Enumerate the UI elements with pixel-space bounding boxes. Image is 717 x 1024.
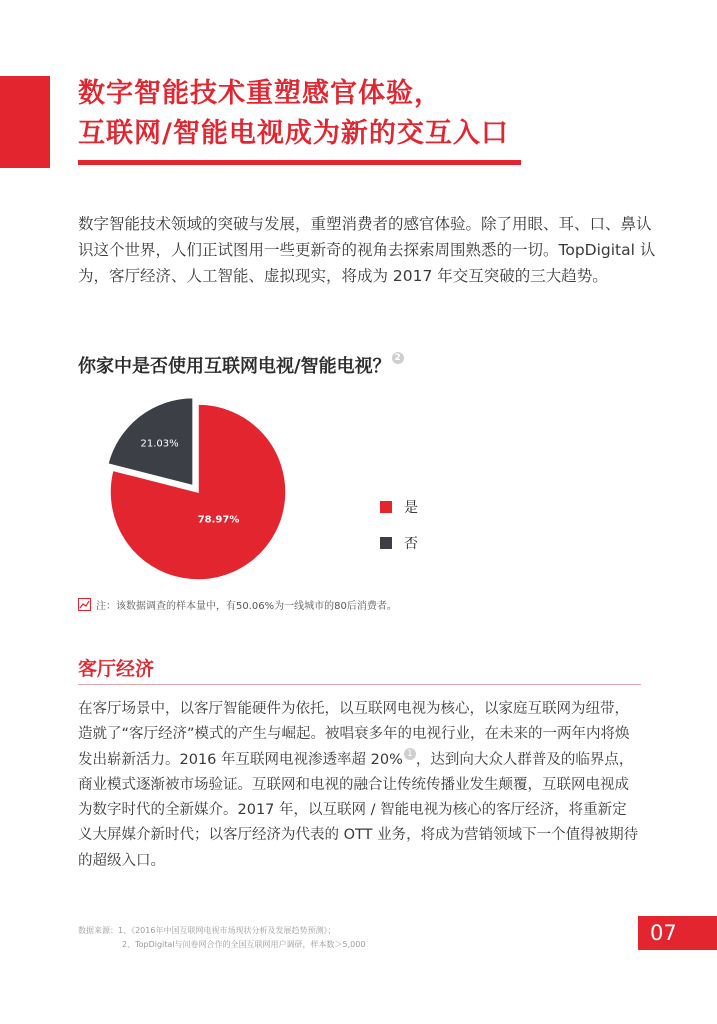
chart-note [78, 597, 397, 612]
reference-marker-icon: 2 [392, 352, 404, 364]
chart-note-text: 注：该数据调查的样本量中，有50.06%为一线城市的80后消费者。 [96, 601, 397, 612]
source-line-2: 2、TopDigital与问卷网合作的全国互联网用户调研，样本数＞5,000 [122, 940, 366, 949]
pie-label-yes: 78.97% [197, 514, 240, 526]
legend-item-yes [380, 496, 418, 518]
title-line-1: 数字智能技术重塑感官体验， [78, 78, 442, 109]
pie-chart [100, 380, 320, 590]
chart-legend [380, 496, 418, 568]
title-underline [78, 160, 521, 165]
legend-label-yes: 是 [404, 500, 418, 516]
survey-question [78, 352, 404, 378]
chart-note-icon [78, 598, 91, 611]
section-body-part2: ，达到向大众人群普及的临界点，商业模式逐渐被市场验证。互联网和电视的融合让传统传播业发生颠覆，互联网电视成为数字时代的全新媒介。2017 年，以互联网 / 智能电视为核心的客厅经济，将重新定义大屏媒介新时代；以客厅经济为代表的 OTT 业务，将成为营销领域下一个值得被期待的超级入口。 [78, 751, 639, 869]
survey-question-text: 你家中是否使用互联网电视/智能电视？ [78, 356, 391, 377]
pie-label-no: 21.03% [140, 438, 179, 450]
section-divider [78, 684, 641, 685]
intro-paragraph: 数字智能技术领域的突破与发展，重塑消费者的感官体验。除了用眼、耳、口、鼻认识这个世界，人们正试图用一些更新奇的视角去探索周围熟悉的一切。TopDigital 认为，客厅经济、人工智能、虚拟现实，将成为 2017 年交互突破的三大趋势。 [78, 215, 656, 285]
source-line-1: 数据来源：1、《2016年中国互联网电视市场现状分析及发展趋势预测》； [78, 926, 336, 935]
header-accent-block [0, 76, 50, 168]
legend-label-no: 否 [404, 536, 418, 552]
legend-item-no [380, 532, 418, 554]
section-title: 客厅经济 [78, 658, 155, 680]
section-body-part1: 在客厅场景中，以客厅智能硬件为依托，以互联网电视为核心，以家庭互联网为纽带，造就了“客厅经济”模式的产生与崛起。被唱衰多年的电视行业，在未来的一两年内将焕发出崭新活力。2016 年互联网电视渗透率超 20% [78, 701, 630, 768]
data-sources [78, 924, 365, 952]
reference-marker-icon: 1 [404, 748, 416, 760]
page-number: 07 [638, 916, 717, 950]
page-title [78, 74, 509, 154]
legend-swatch-no [380, 537, 392, 549]
legend-swatch-yes [380, 501, 392, 513]
section-body [78, 697, 641, 874]
title-line-2: 互联网/智能电视成为新的交互入口 [78, 118, 509, 149]
